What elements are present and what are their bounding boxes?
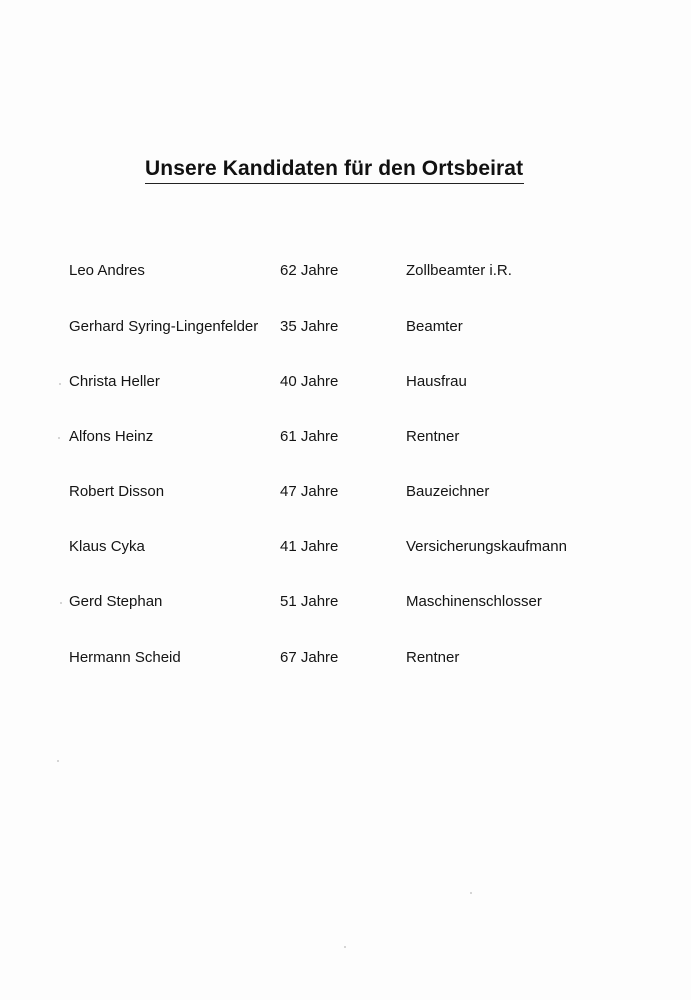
scan-speck bbox=[59, 383, 61, 385]
page-title: Unsere Kandidaten für den Ortsbeirat bbox=[145, 157, 524, 180]
candidate-age: 51 Jahre bbox=[280, 593, 339, 610]
candidate-age: 40 Jahre bbox=[280, 373, 339, 390]
candidate-occupation: Versicherungskaufmann bbox=[406, 538, 567, 555]
candidate-age: 62 Jahre bbox=[280, 262, 339, 279]
candidate-occupation: Rentner bbox=[406, 649, 460, 666]
candidate-row bbox=[0, 649, 691, 671]
candidate-age: 47 Jahre bbox=[280, 483, 339, 500]
scan-speck bbox=[58, 437, 60, 439]
candidate-occupation: Bauzeichner bbox=[406, 483, 490, 500]
candidate-occupation: Hausfrau bbox=[406, 373, 467, 390]
candidate-occupation: Beamter bbox=[406, 318, 463, 335]
candidate-age: 67 Jahre bbox=[280, 649, 339, 666]
scan-speck bbox=[470, 892, 472, 894]
candidate-row bbox=[0, 428, 691, 450]
candidate-occupation: Maschinenschlosser bbox=[406, 593, 542, 610]
candidate-occupation: Rentner bbox=[406, 428, 460, 445]
candidate-name: Christa Heller bbox=[69, 373, 160, 390]
candidate-occupation: Zollbeamter i.R. bbox=[406, 262, 512, 279]
scan-speck bbox=[344, 946, 346, 948]
title-underline bbox=[145, 183, 524, 184]
candidate-name: Gerd Stephan bbox=[69, 593, 163, 610]
scan-speck bbox=[60, 602, 62, 604]
candidate-name: Leo Andres bbox=[69, 262, 145, 279]
candidate-name: Klaus Cyka bbox=[69, 538, 145, 555]
candidate-row bbox=[0, 373, 691, 395]
candidate-age: 61 Jahre bbox=[280, 428, 339, 445]
scan-speck bbox=[57, 760, 59, 762]
candidate-row bbox=[0, 262, 691, 284]
candidate-name: Hermann Scheid bbox=[69, 649, 181, 666]
candidate-row bbox=[0, 318, 691, 340]
candidate-row bbox=[0, 483, 691, 505]
candidate-row bbox=[0, 538, 691, 560]
candidate-name: Gerhard Syring-Lingenfelder bbox=[69, 318, 259, 335]
candidate-row bbox=[0, 593, 691, 615]
candidate-age: 35 Jahre bbox=[280, 318, 339, 335]
candidate-age: 41 Jahre bbox=[280, 538, 339, 555]
candidate-name: Robert Disson bbox=[69, 483, 165, 500]
candidate-name: Alfons Heinz bbox=[69, 428, 154, 445]
